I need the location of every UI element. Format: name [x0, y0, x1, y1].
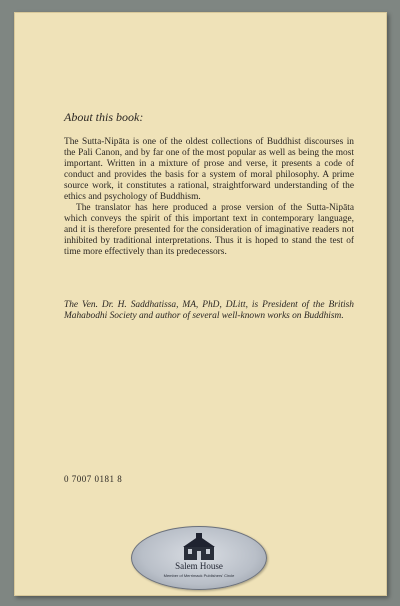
isbn-number: 0 7007 0181 8: [64, 474, 123, 484]
description-paragraph-2: The translator has here produced a prose version of the Sutta-Nipāta which conveys the spirit of this important text in contemporary language, and it is therefore presented for the consideration of imaginative readers not inhibited by traditional interpretations. Thus it is hoped to stand the test of time more effectively than its predecessors.: [64, 203, 354, 257]
publisher-subtitle: Member of Merrimack Publishers' Circle: [163, 573, 235, 578]
author-bio: The Ven. Dr. H. Saddhatissa, MA, PhD, DLitt, is President of the British Mahabodhi Society and author of several well-known works on Buddhism.: [64, 300, 354, 321]
book-description: [64, 137, 354, 258]
description-paragraph-1: The Sutta-Nipāta is one of the oldest collections of Buddhist discourses in the Pali Canon, and by far one of the most popular as well as being the most important. Written in a mixture of prose and verse, it presents a code of conduct and provides the basis for a system of moral philosophy. A prime source work, it constitutes a rational, straightforward understanding of the ethics and psychology of Buddhism.: [64, 137, 354, 202]
publisher-logo: [131, 526, 267, 590]
back-cover: [14, 12, 387, 596]
publisher-name: Salem House: [175, 561, 223, 571]
about-heading: About this book:: [64, 110, 144, 124]
salem-house-building-icon: [183, 533, 215, 561]
